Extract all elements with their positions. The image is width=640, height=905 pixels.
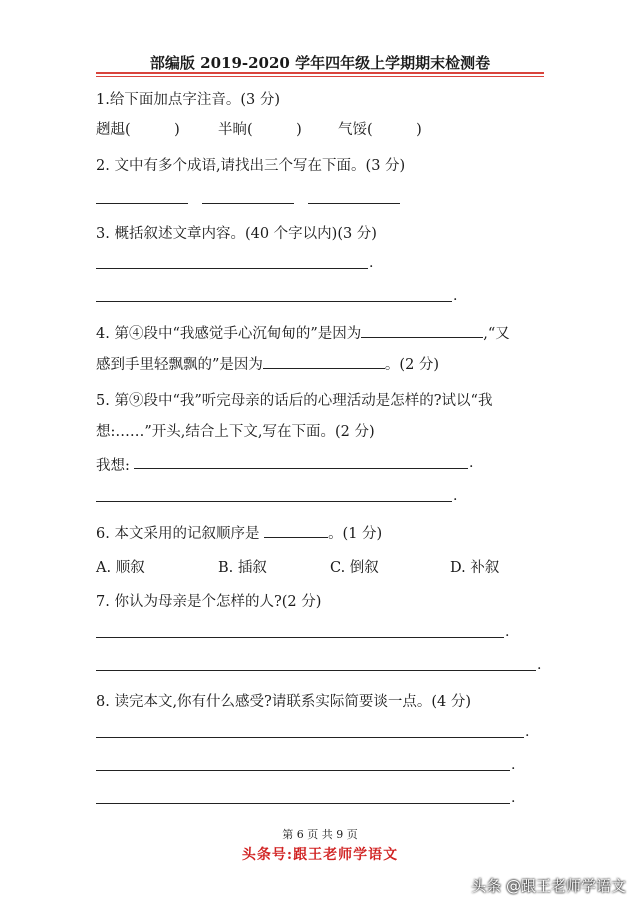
q3-answer-line-1[interactable] [96,268,368,269]
line-end-period: . [505,624,510,640]
q7-answer-line-1[interactable] [96,637,504,638]
q2-answer-line-2[interactable] [202,203,294,204]
question-1: 1.给下面加点字注音。(3 分) [96,92,280,108]
line-end-period: . [537,657,542,673]
line-end-period: . [369,255,374,271]
q1-answer-blank[interactable]: ( ) [125,122,180,138]
q7-answer-line-2[interactable] [96,670,536,671]
line-end-period: . [469,455,474,471]
line-end-period: . [525,724,530,740]
q4-text-d: 。(2 分) [384,357,440,373]
q3-answer-line-2[interactable] [96,301,452,302]
header-rule-thin [96,76,544,77]
q1-word: 趔趄 [96,122,125,138]
q1-word: 半晌 [218,122,247,138]
line-end-period: . [453,288,458,304]
line-end-period: . [511,790,516,806]
watermark: 头条 @跟王老师学语文 [471,877,626,895]
q6-option-d[interactable]: D. 补叙 [450,560,500,576]
q6-option-c[interactable]: C. 倒叙 [330,560,379,576]
brand-footer: 头条号:跟王老师学语文 [241,847,399,863]
q4-text-c: 感到手里轻飘飘的”是因为 [96,357,263,373]
q6-answer-blank[interactable] [264,523,328,538]
header-rule-thick [96,72,544,74]
q4-text-a: 4. 第④段中“我感觉手心沉甸甸的”是因为 [96,326,362,342]
question-4-line-1 [96,322,510,343]
q6-option-a[interactable]: A. 顺叙 [96,560,145,576]
q8-answer-line-3[interactable] [96,803,510,804]
q1-answer-blank[interactable]: ( ) [367,122,422,138]
page-number: 第 6 页 共 9 页 [282,828,358,841]
line-end-period: . [511,757,516,773]
q4-answer-blank-2[interactable] [263,354,385,369]
page-title: 部编版 2019-2020 学年四年级上学期期末检测卷 [149,54,491,72]
q5-prefix: 我想: [96,458,130,474]
question-4-line-2 [96,353,439,374]
question-5-line-2: 想:……”开头,结合上下文,写在下面。(2 分) [96,424,375,440]
q8-answer-line-1[interactable] [96,737,524,738]
q6-text-b: 。(1 分) [328,526,383,542]
question-3: 3. 概括叙述文章内容。(40 个字以内)(3 分) [96,226,377,242]
line-end-period: . [453,488,458,504]
q1-answer-blank[interactable]: ( ) [247,122,302,138]
q6-option-b[interactable]: B. 插叙 [218,560,267,576]
q4-text-b: ,“又 [483,326,510,342]
q4-answer-blank-1[interactable] [361,323,483,338]
q2-answer-line-1[interactable] [96,203,188,204]
q1-word: 气馁 [338,122,367,138]
q5-answer-line-1[interactable] [134,468,468,469]
q6-text-a: 6. 本文采用的记叙顺序是 [96,526,265,542]
question-5-line-1: 5. 第⑨段中“我”听完母亲的话后的心理活动是怎样的?试以“我 [96,393,493,409]
q1-item-2 [218,118,302,139]
q1-item-3 [338,118,422,139]
question-2: 2. 文中有多个成语,请找出三个写在下面。(3 分) [96,158,406,174]
q5-answer-line-2[interactable] [96,501,452,502]
question-8: 8. 读完本文,你有什么感受?请联系实际简要谈一点。(4 分) [96,694,471,710]
q8-answer-line-2[interactable] [96,770,510,771]
question-7: 7. 你认为母亲是个怎样的人?(2 分) [96,594,322,610]
q2-answer-line-3[interactable] [308,203,400,204]
question-6 [96,522,382,543]
q1-item-1 [96,118,180,139]
